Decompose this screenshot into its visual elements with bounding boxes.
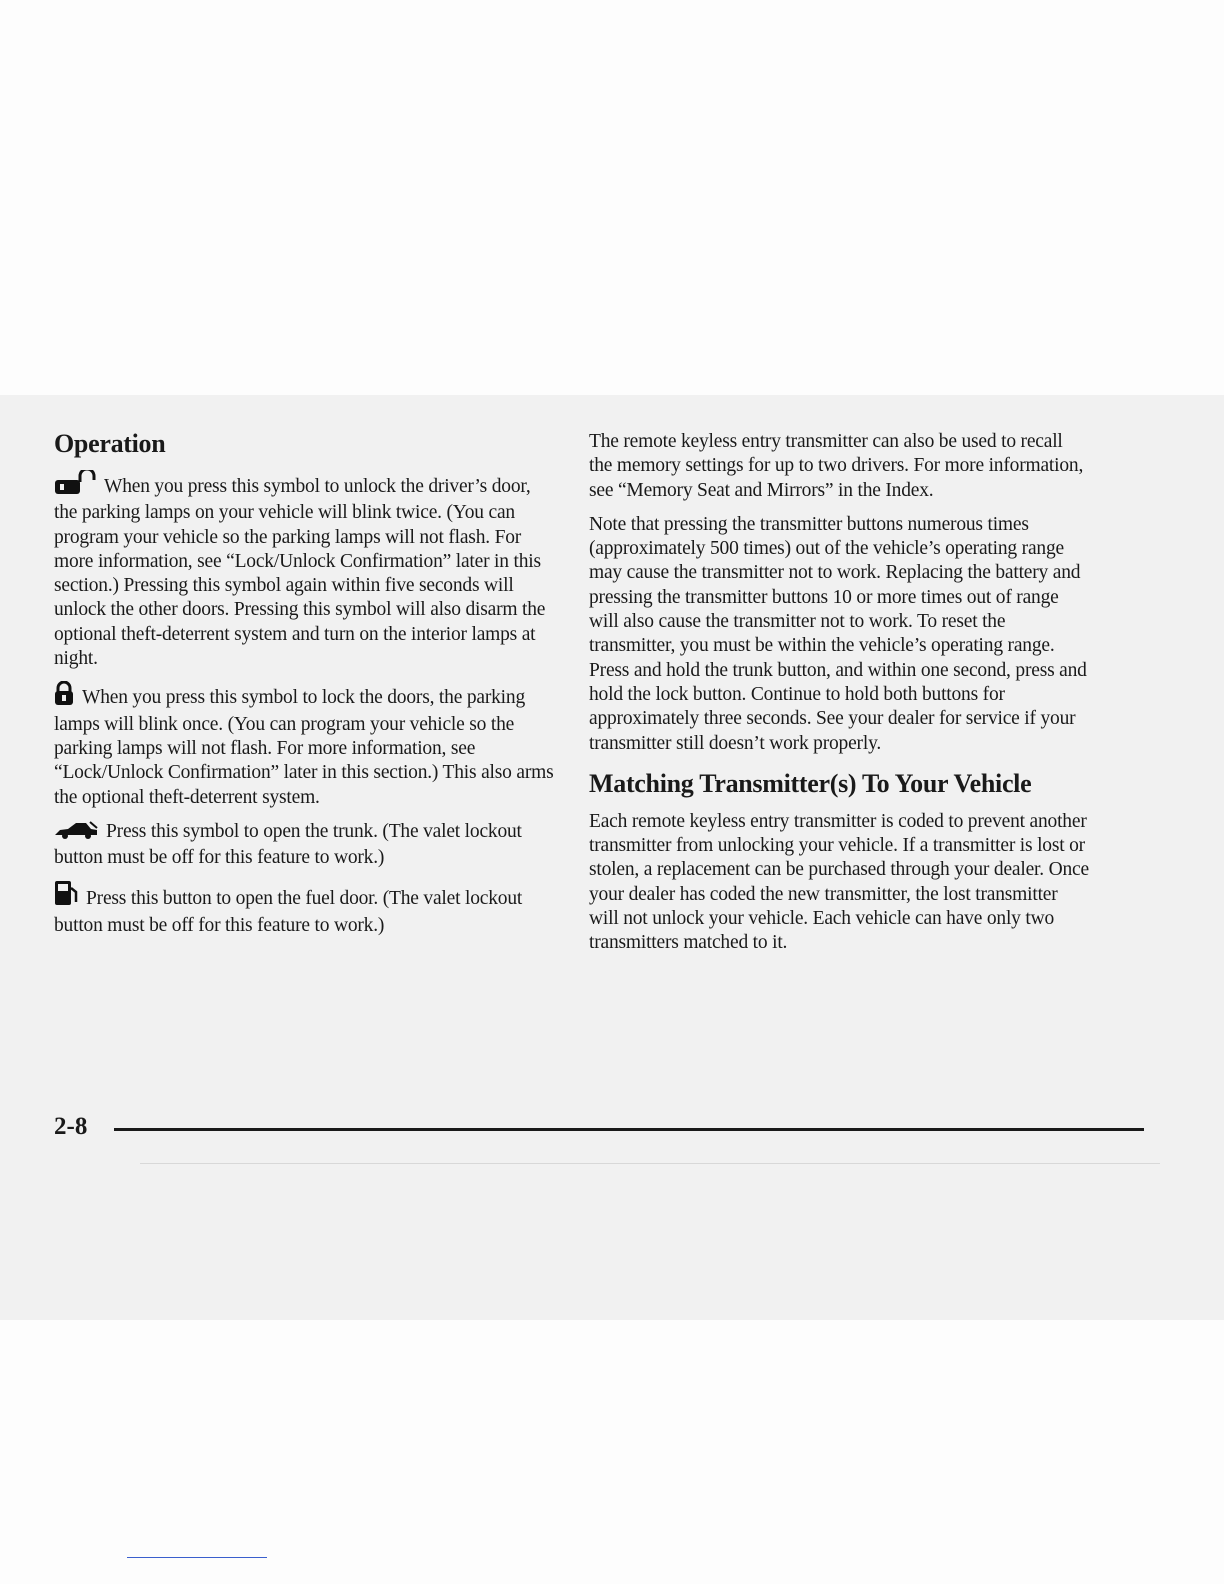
trunk-paragraph bbox=[54, 820, 554, 871]
unlock-text: When you press this symbol to unlock the driver’s door, the parking lamps on your vehicle will blink twice. (You can program your vehicle so the parking lamps will not flash. For more information, see “Lock/Unlock Confirmation” later in this section.) Pressing this symbol again within five seconds will unlock the other doors. Pressing this symbol will also disarm the optional theft-deterrent system and turn on the interior lamps at night. bbox=[54, 476, 546, 670]
right-column bbox=[589, 430, 1089, 966]
footer-rule bbox=[114, 1128, 1144, 1131]
operation-heading: Operation bbox=[54, 429, 166, 458]
trunk-text: Press this symbol to open the trunk. (The valet lockout button must be off for this feature to work.) bbox=[54, 820, 522, 869]
left-column bbox=[54, 428, 554, 948]
unlock-paragraph bbox=[54, 470, 554, 671]
bottom-link-underline bbox=[127, 1557, 267, 1558]
fuel-door-icon bbox=[54, 880, 78, 913]
fuel-door-paragraph bbox=[54, 880, 554, 938]
trunk-icon bbox=[54, 821, 98, 846]
page-number: 2-8 bbox=[54, 1113, 88, 1140]
memory-paragraph: The remote keyless entry transmitter can also be used to recall the memory settings for up to two drivers. For more information, see “Memory Seat and Mirrors” in the Index. bbox=[589, 431, 1084, 501]
matching-transmitters-heading: Matching Transmitter(s) To Your Vehicle bbox=[589, 768, 1032, 798]
lock-paragraph bbox=[54, 681, 554, 809]
page-footer bbox=[54, 1112, 1094, 1152]
fuel-door-text: Press this button to open the fuel door. (The valet lockout button must be off for this feature to work.) bbox=[54, 888, 523, 936]
matching-paragraph: Each remote keyless entry transmitter is coded to prevent another transmitter from unlocking your vehicle. If a transmitter is lost or stolen, a replacement can be purchased through your dealer. Once your dealer has coded the new transmitter, the lost transmitter will not unlock your vehicle. Each vehicle can have only two transmitters matched to it. bbox=[589, 810, 1089, 954]
unlock-icon bbox=[54, 470, 96, 501]
lock-text: When you press this symbol to lock the doors, the parking lamps will blink once. (You can program your vehicle so the parking lamps will not flash. For more information, see “Lock/Unlock Confirmation” later in this section.) This also arms the optional theft-deterrent system. bbox=[54, 687, 554, 808]
transmitter-note-paragraph: Note that pressing the transmitter buttons numerous times (approximately 500 times) out of the vehicle’s operating range may cause the transmitter not to work. Replacing the battery and pressing the transmitter buttons 10 or more times out of range will also cause the transmitter not to work. To reset the transmitter, you must be within the vehicle’s operating range. Press and hold the trunk button, and within one second, press and hold the lock button. Continue to hold both buttons for approximately three seconds. See your dealer for service if your transmitter still doesn’t work properly. bbox=[589, 513, 1087, 754]
lock-icon bbox=[54, 681, 74, 712]
faint-divider bbox=[140, 1163, 1160, 1164]
